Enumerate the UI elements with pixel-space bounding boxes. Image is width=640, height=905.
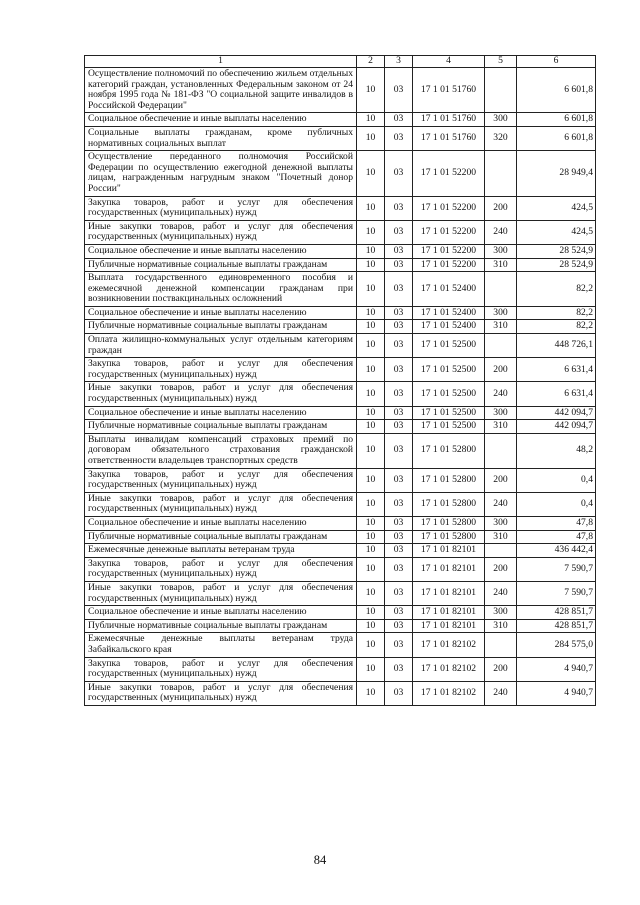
header-amount: 6: [517, 56, 596, 68]
cell-expense-type: 240: [485, 681, 517, 705]
cell-name: Иные закупки товаров, работ и услуг для обеспечения государственных (муниципальных) нужд: [85, 382, 357, 406]
cell-target-article: 17 1 01 82102: [413, 657, 485, 681]
cell-amount: 28 949,4: [517, 151, 596, 196]
cell-name: Закупка товаров, работ и услуг для обеспечения государственных (муниципальных) нужд: [85, 468, 357, 492]
cell-section: 10: [357, 468, 385, 492]
table-row: [85, 334, 596, 358]
cell-expense-type: 310: [485, 320, 517, 334]
cell-expense-type: [485, 68, 517, 113]
table-row: [85, 272, 596, 307]
table-row: [85, 530, 596, 544]
cell-subsection: 03: [385, 557, 413, 581]
cell-expense-type: 240: [485, 220, 517, 244]
table-row: [85, 581, 596, 605]
cell-name: Закупка товаров, работ и услуг для обеспечения государственных (муниципальных) нужд: [85, 657, 357, 681]
cell-name: Социальное обеспечение и иные выплаты населению: [85, 406, 357, 420]
cell-name: Публичные нормативные социальные выплаты гражданам: [85, 320, 357, 334]
table-row: [85, 258, 596, 272]
cell-target-article: 17 1 01 52200: [413, 151, 485, 196]
cell-target-article: 17 1 01 51760: [413, 68, 485, 113]
table-row: [85, 433, 596, 468]
table-row: [85, 492, 596, 516]
cell-target-article: 17 1 01 52800: [413, 516, 485, 530]
cell-amount: 4 940,7: [517, 657, 596, 681]
cell-amount: 6 631,4: [517, 358, 596, 382]
cell-name: Закупка товаров, работ и услуг для обеспечения государственных (муниципальных) нужд: [85, 196, 357, 220]
cell-amount: 442 094,7: [517, 420, 596, 434]
cell-section: 10: [357, 633, 385, 657]
cell-amount: 0,4: [517, 492, 596, 516]
cell-expense-type: 310: [485, 420, 517, 434]
cell-amount: 28 524,9: [517, 244, 596, 258]
cell-target-article: 17 1 01 52800: [413, 530, 485, 544]
cell-section: 10: [357, 113, 385, 127]
table-row: [85, 244, 596, 258]
cell-expense-type: 300: [485, 113, 517, 127]
cell-target-article: 17 1 01 51760: [413, 126, 485, 150]
cell-name: Иные закупки товаров, работ и услуг для обеспечения государственных (муниципальных) нужд: [85, 492, 357, 516]
cell-amount: 6 601,8: [517, 126, 596, 150]
cell-section: 10: [357, 320, 385, 334]
table-row: [85, 657, 596, 681]
cell-expense-type: 310: [485, 258, 517, 272]
table-row: [85, 151, 596, 196]
table-row: [85, 606, 596, 620]
cell-name: Оплата жилищно-коммунальных услуг отдельным категориям граждан: [85, 334, 357, 358]
table-row: [85, 619, 596, 633]
cell-section: 10: [357, 126, 385, 150]
cell-expense-type: [485, 151, 517, 196]
cell-subsection: 03: [385, 151, 413, 196]
cell-target-article: 17 1 01 52800: [413, 433, 485, 468]
cell-amount: 7 590,7: [517, 557, 596, 581]
cell-section: 10: [357, 557, 385, 581]
table-row: [85, 633, 596, 657]
cell-expense-type: 200: [485, 468, 517, 492]
cell-section: 10: [357, 406, 385, 420]
cell-target-article: 17 1 01 52200: [413, 220, 485, 244]
cell-name: Ежемесячные денежные выплаты ветеранам труда Забайкальского края: [85, 633, 357, 657]
cell-name: Публичные нормативные социальные выплаты гражданам: [85, 619, 357, 633]
cell-expense-type: 200: [485, 657, 517, 681]
cell-amount: 442 094,7: [517, 406, 596, 420]
cell-target-article: 17 1 01 82102: [413, 633, 485, 657]
cell-subsection: 03: [385, 433, 413, 468]
cell-section: 10: [357, 306, 385, 320]
table-row: [85, 358, 596, 382]
table-row: [85, 306, 596, 320]
table-header-row: [85, 56, 596, 68]
table-row: [85, 420, 596, 434]
table-row: [85, 681, 596, 705]
cell-target-article: 17 1 01 52500: [413, 420, 485, 434]
cell-target-article: 17 1 01 52200: [413, 258, 485, 272]
cell-expense-type: [485, 633, 517, 657]
cell-name: Выплата государственного единовременного пособия и ежемесячной денежной компенсации гражданам при возникновении поствакцинальных осложнений: [85, 272, 357, 307]
budget-table: [84, 55, 596, 706]
cell-section: 10: [357, 151, 385, 196]
cell-target-article: 17 1 01 82102: [413, 681, 485, 705]
cell-target-article: 17 1 01 52800: [413, 468, 485, 492]
cell-section: 10: [357, 334, 385, 358]
cell-expense-type: 320: [485, 126, 517, 150]
cell-amount: 0,4: [517, 468, 596, 492]
cell-section: 10: [357, 258, 385, 272]
cell-section: 10: [357, 420, 385, 434]
cell-subsection: 03: [385, 420, 413, 434]
cell-amount: 428 851,7: [517, 619, 596, 633]
cell-subsection: 03: [385, 196, 413, 220]
cell-expense-type: 310: [485, 530, 517, 544]
cell-name: Ежемесячные денежные выплаты ветеранам труда: [85, 544, 357, 558]
table-row: [85, 320, 596, 334]
cell-name: Социальное обеспечение и иные выплаты населению: [85, 306, 357, 320]
table-row: [85, 544, 596, 558]
cell-amount: 47,8: [517, 516, 596, 530]
table-row: [85, 113, 596, 127]
cell-section: 10: [357, 516, 385, 530]
cell-expense-type: 200: [485, 196, 517, 220]
cell-amount: 6 601,8: [517, 113, 596, 127]
cell-name: Публичные нормативные социальные выплаты гражданам: [85, 530, 357, 544]
cell-section: 10: [357, 492, 385, 516]
cell-subsection: 03: [385, 220, 413, 244]
cell-amount: 28 524,9: [517, 258, 596, 272]
cell-subsection: 03: [385, 530, 413, 544]
cell-name: Социальное обеспечение и иные выплаты населению: [85, 113, 357, 127]
cell-target-article: 17 1 01 52400: [413, 306, 485, 320]
cell-amount: 424,5: [517, 220, 596, 244]
cell-subsection: 03: [385, 244, 413, 258]
cell-section: 10: [357, 382, 385, 406]
table-row: [85, 406, 596, 420]
cell-name: Социальное обеспечение и иные выплаты населению: [85, 516, 357, 530]
cell-section: 10: [357, 657, 385, 681]
cell-section: 10: [357, 358, 385, 382]
cell-subsection: 03: [385, 258, 413, 272]
cell-subsection: 03: [385, 606, 413, 620]
cell-subsection: 03: [385, 468, 413, 492]
cell-target-article: 17 1 01 82101: [413, 619, 485, 633]
cell-expense-type: 200: [485, 557, 517, 581]
table-row: [85, 557, 596, 581]
cell-name: Осуществление полномочий по обеспечению жильем отдельных категорий граждан, установленных Федеральным законом от 24 ноября 1995 года № 181-ФЗ "О социальной защите инвалидов в Российской Федерации": [85, 68, 357, 113]
cell-target-article: 17 1 01 52500: [413, 358, 485, 382]
cell-expense-type: 240: [485, 382, 517, 406]
cell-amount: 82,2: [517, 306, 596, 320]
cell-target-article: 17 1 01 82101: [413, 581, 485, 605]
cell-section: 10: [357, 220, 385, 244]
cell-expense-type: 300: [485, 244, 517, 258]
cell-subsection: 03: [385, 113, 413, 127]
cell-section: 10: [357, 244, 385, 258]
header-name: 1: [85, 56, 357, 68]
cell-expense-type: 240: [485, 492, 517, 516]
table-row: [85, 220, 596, 244]
cell-name: Социальные выплаты гражданам, кроме публичных нормативных социальных выплат: [85, 126, 357, 150]
cell-amount: 436 442,4: [517, 544, 596, 558]
cell-target-article: 17 1 01 52400: [413, 320, 485, 334]
cell-amount: 424,5: [517, 196, 596, 220]
cell-name: Иные закупки товаров, работ и услуг для обеспечения государственных (муниципальных) нужд: [85, 681, 357, 705]
page-number: 84: [313, 853, 327, 867]
cell-section: 10: [357, 196, 385, 220]
cell-name: Иные закупки товаров, работ и услуг для обеспечения государственных (муниципальных) нужд: [85, 581, 357, 605]
cell-expense-type: 240: [485, 581, 517, 605]
cell-target-article: 17 1 01 52500: [413, 406, 485, 420]
cell-subsection: 03: [385, 516, 413, 530]
cell-target-article: 17 1 01 52400: [413, 272, 485, 307]
cell-amount: 6 601,8: [517, 68, 596, 113]
cell-target-article: 17 1 01 51760: [413, 113, 485, 127]
cell-subsection: 03: [385, 334, 413, 358]
cell-amount: 48,2: [517, 433, 596, 468]
cell-expense-type: [485, 544, 517, 558]
cell-target-article: 17 1 01 82101: [413, 544, 485, 558]
cell-expense-type: 300: [485, 606, 517, 620]
cell-name: Выплаты инвалидам компенсаций страховых премий по договорам обязательного страхования гражданской ответственности владельцев транспортных средств: [85, 433, 357, 468]
cell-target-article: 17 1 01 52200: [413, 196, 485, 220]
cell-target-article: 17 1 01 52500: [413, 382, 485, 406]
cell-name: Закупка товаров, работ и услуг для обеспечения государственных (муниципальных) нужд: [85, 557, 357, 581]
cell-subsection: 03: [385, 681, 413, 705]
cell-subsection: 03: [385, 358, 413, 382]
cell-target-article: 17 1 01 82101: [413, 557, 485, 581]
cell-amount: 448 726,1: [517, 334, 596, 358]
cell-name: Иные закупки товаров, работ и услуг для обеспечения государственных (муниципальных) нужд: [85, 220, 357, 244]
cell-name: Социальное обеспечение и иные выплаты населению: [85, 244, 357, 258]
cell-section: 10: [357, 681, 385, 705]
cell-name: Закупка товаров, работ и услуг для обеспечения государственных (муниципальных) нужд: [85, 358, 357, 382]
cell-section: 10: [357, 544, 385, 558]
cell-expense-type: [485, 272, 517, 307]
cell-section: 10: [357, 68, 385, 113]
cell-name: Публичные нормативные социальные выплаты гражданам: [85, 258, 357, 272]
table-row: [85, 68, 596, 113]
cell-target-article: 17 1 01 52200: [413, 244, 485, 258]
budget-table-container: [84, 55, 595, 706]
cell-expense-type: 300: [485, 516, 517, 530]
cell-expense-type: [485, 334, 517, 358]
cell-expense-type: 300: [485, 306, 517, 320]
cell-section: 10: [357, 530, 385, 544]
cell-section: 10: [357, 606, 385, 620]
cell-subsection: 03: [385, 657, 413, 681]
cell-target-article: 17 1 01 52800: [413, 492, 485, 516]
cell-amount: 7 590,7: [517, 581, 596, 605]
cell-section: 10: [357, 581, 385, 605]
cell-section: 10: [357, 619, 385, 633]
cell-subsection: 03: [385, 68, 413, 113]
cell-subsection: 03: [385, 633, 413, 657]
cell-subsection: 03: [385, 619, 413, 633]
cell-expense-type: 200: [485, 358, 517, 382]
cell-section: 10: [357, 272, 385, 307]
cell-subsection: 03: [385, 382, 413, 406]
header-section: 2: [357, 56, 385, 68]
cell-amount: 6 631,4: [517, 382, 596, 406]
cell-name: Осуществление переданного полномочия Российской Федерации по осуществлению ежегодной денежной выплаты лицам, награжденным нагрудным знаком "Почетный донор России": [85, 151, 357, 196]
cell-expense-type: 310: [485, 619, 517, 633]
cell-subsection: 03: [385, 492, 413, 516]
table-row: [85, 468, 596, 492]
cell-amount: 284 575,0: [517, 633, 596, 657]
cell-amount: 4 940,7: [517, 681, 596, 705]
header-subsection: 3: [385, 56, 413, 68]
cell-subsection: 03: [385, 406, 413, 420]
cell-subsection: 03: [385, 306, 413, 320]
table-row: [85, 516, 596, 530]
cell-amount: 82,2: [517, 272, 596, 307]
cell-target-article: 17 1 01 82101: [413, 606, 485, 620]
header-target-article: 4: [413, 56, 485, 68]
cell-subsection: 03: [385, 272, 413, 307]
cell-subsection: 03: [385, 126, 413, 150]
cell-expense-type: [485, 433, 517, 468]
header-expense-type: 5: [485, 56, 517, 68]
table-row: [85, 126, 596, 150]
table-row: [85, 196, 596, 220]
cell-name: Публичные нормативные социальные выплаты гражданам: [85, 420, 357, 434]
cell-name: Социальное обеспечение и иные выплаты населению: [85, 606, 357, 620]
cell-amount: 428 851,7: [517, 606, 596, 620]
cell-section: 10: [357, 433, 385, 468]
cell-target-article: 17 1 01 52500: [413, 334, 485, 358]
cell-subsection: 03: [385, 320, 413, 334]
cell-subsection: 03: [385, 581, 413, 605]
table-row: [85, 382, 596, 406]
cell-subsection: 03: [385, 544, 413, 558]
cell-expense-type: 300: [485, 406, 517, 420]
cell-amount: 47,8: [517, 530, 596, 544]
cell-amount: 82,2: [517, 320, 596, 334]
